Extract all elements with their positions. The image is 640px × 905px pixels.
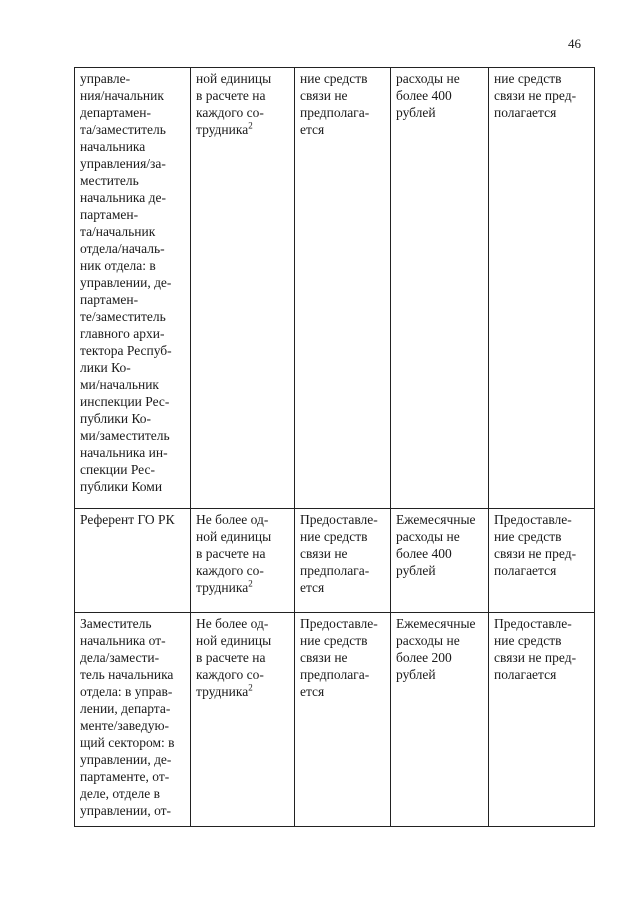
footnote-ref: 2 [248, 120, 253, 131]
expenses-cell: Ежемесячные расходы не более 200 рублей [391, 613, 489, 827]
expenses-cell: Ежемесячные расходы не более 400 рублей [391, 509, 489, 613]
position-cell: Заместитель начальника от- дела/замести- тель начальника отдела: в управ- лении, департа- менте/заведую- щий сектором: в управлении, де- партаменте, от- деле, отделе в управлении, от- [75, 613, 191, 827]
purchase-cell: Предоставле- ние средств связи не пред- полагается [489, 509, 595, 613]
footnote-ref: 2 [248, 578, 253, 589]
quantity-cell: Не более од- ной единицы в расчете на каждого со- трудника$^2$ [191, 613, 295, 827]
position-cell: управле- ния/начальник департамен- та/заместитель начальника управления/за- меститель начальника де- партамен- та/начальник отдела/началь- ник отдела: в управлении, де- партамен- те/заместитель главного архи- тектора Респуб- лики Ко- ми/начальник инспекции Рес- публики Ко- ми/заместитель начальника ин- спекции Рес- публики Коми [75, 68, 191, 509]
norms-table [74, 67, 595, 827]
page-number: 46 [568, 36, 581, 51]
table-row [75, 509, 595, 613]
purchase-cell: Предоставле- ние средств связи не пред- полагается [489, 613, 595, 827]
expenses-cell: расходы не более 400 рублей [391, 68, 489, 509]
quantity-cell: ной единицы в расчете на каждого со- трудника$^2$ [191, 68, 295, 509]
table-row [75, 68, 595, 509]
provision-cell: ние средств связи не предполага- ется [295, 68, 391, 509]
quantity-cell: Не более од- ной единицы в расчете на каждого со- трудника$^2$ [191, 509, 295, 613]
purchase-cell: ние средств связи не пред- полагается [489, 68, 595, 509]
provision-cell: Предоставле- ние средств связи не предполага- ется [295, 509, 391, 613]
position-cell: Референт ГО РК [75, 509, 191, 613]
footnote-ref: 2 [248, 682, 253, 693]
provision-cell: Предоставле- ние средств связи не предполага- ется [295, 613, 391, 827]
table-row [75, 613, 595, 827]
